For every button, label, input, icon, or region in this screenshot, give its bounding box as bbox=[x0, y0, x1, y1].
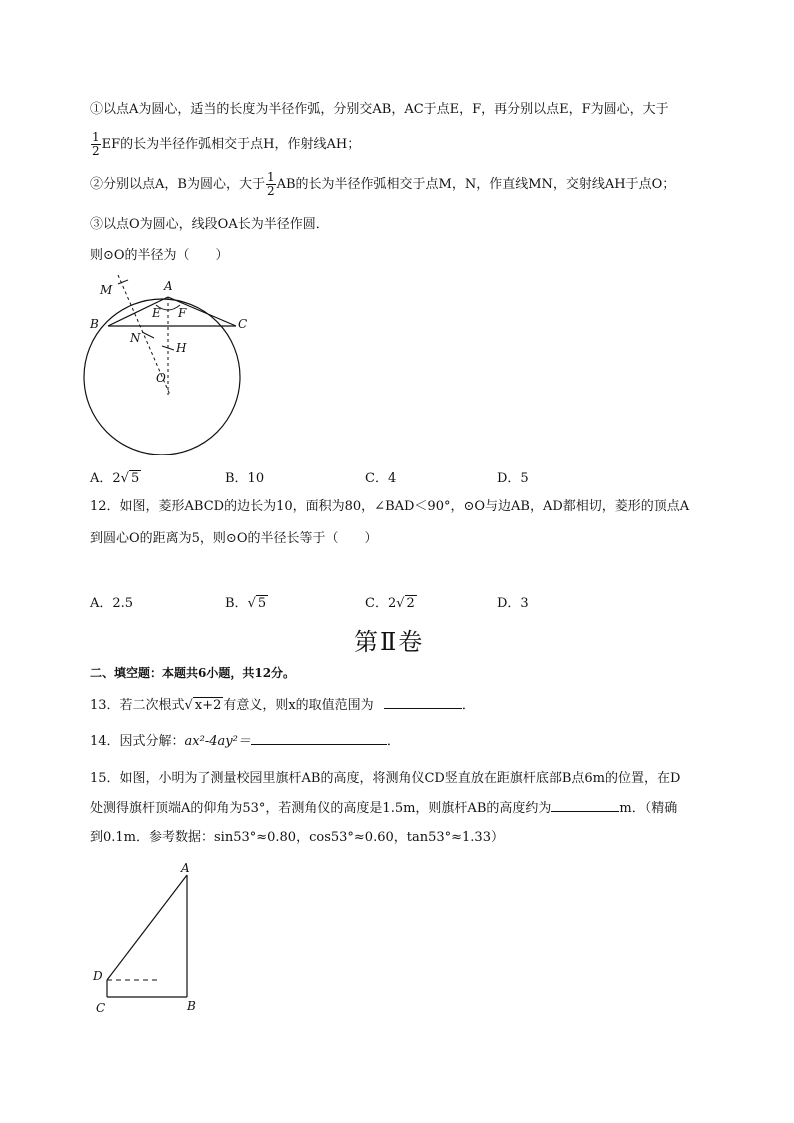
q11-step2-text-a: ②分别以点A，B为圆心，大于 bbox=[90, 177, 265, 192]
q11-step1-line2 bbox=[90, 130, 360, 160]
label-o: O bbox=[156, 371, 166, 385]
q11-step1-line1 bbox=[90, 101, 669, 119]
sight-line-da bbox=[107, 875, 187, 980]
label-e: E bbox=[152, 306, 161, 320]
q12-option-c[interactable]: C．2√ 2 bbox=[365, 596, 415, 611]
fraction-one-half-2: $\frac{1}{2}$ bbox=[266, 170, 275, 198]
q11-step3-line: ③以点O为圆心，线段OA长为半径作圆． bbox=[90, 217, 329, 232]
label-f: F bbox=[178, 306, 187, 320]
label-a: A bbox=[164, 279, 173, 293]
label-c: C bbox=[96, 1001, 106, 1015]
q11-question: 则⊙O的半径为（ ） bbox=[90, 248, 229, 263]
label-b: B bbox=[90, 317, 99, 331]
q15-line2: 处测得旗杆顶端A的仰角为53°，若测角仪的高度是1.5m，则旗杆AB的高度约为 m．（精确 bbox=[90, 801, 678, 816]
q12-option-b[interactable]: B．√ 5 bbox=[225, 596, 267, 611]
q12-option-d[interactable]: D．3 bbox=[497, 596, 529, 611]
label-h: H bbox=[176, 341, 187, 355]
q11-step2-text-b: AB的长为半径作弧相交于点M，N，作直线MN，交射线AH于点O； bbox=[276, 177, 676, 192]
q12-option-a[interactable]: A．2.5 bbox=[90, 596, 134, 611]
q11-option-b[interactable]: B．10 bbox=[225, 471, 265, 486]
sqrt-symbol: √ 5 bbox=[120, 471, 140, 486]
label-c: C bbox=[238, 317, 248, 331]
label-d: D bbox=[93, 969, 103, 983]
sqrt-symbol: √ 2 bbox=[396, 596, 415, 611]
label-a: A bbox=[181, 861, 190, 875]
q15-answer-blank[interactable] bbox=[551, 799, 619, 812]
fraction-one-half: $\frac{1}{2}$ bbox=[92, 130, 100, 158]
section-title: 第Ⅱ卷 bbox=[354, 628, 425, 656]
q15-line3: 到0.1m．参考数据：sin53°≈0.80，cos53°≈0.60，tan53°≈1.33） bbox=[90, 830, 504, 845]
q11-option-d[interactable]: D．5 bbox=[497, 471, 529, 486]
q12-line1: 12．如图，菱形ABCD的边长为10，面积为80，∠BAD＜90°，⊙O与边AB，AD都相切，菱形的顶点A bbox=[90, 499, 690, 514]
q15-line1: 15．如图，小明为了测量校园里旗杆AB的高度，将测角仪CD竖直放在距旗杆底部B点6m的位置，在D bbox=[90, 771, 681, 786]
arc-mark-n bbox=[142, 332, 154, 338]
sqrt-symbol: √ 5 bbox=[247, 596, 267, 611]
q13-answer-blank[interactable] bbox=[384, 696, 462, 709]
label-n: N bbox=[130, 331, 141, 345]
label-m: M bbox=[100, 283, 113, 297]
q14-line: 14．因式分解：ax²-4ay²＝ ． bbox=[90, 734, 400, 749]
q11-step1-text-b: EF的长为半径作弧相交于点H，作射线AH； bbox=[101, 137, 361, 152]
q14-answer-blank[interactable] bbox=[251, 732, 387, 745]
q11-option-a[interactable]: A．2√ 5 bbox=[90, 471, 140, 486]
q11-circle-figure bbox=[80, 270, 260, 455]
q11-step1-text-a: ①以点A为圆心，适当的长度为半径作弧，分别交AB，AC于点E，F，再分别以点E，F为圆心，大于 bbox=[90, 102, 669, 117]
q13-line: 13．若二次根式√ x+2 有意义，则x的取值范围为 ． bbox=[90, 698, 475, 713]
arc-mark-m bbox=[118, 280, 128, 284]
sqrt-symbol: √ x+2 bbox=[184, 698, 222, 713]
q12-line2: 到圆心O的距离为5，则⊙O的半径长等于（ ） bbox=[90, 531, 378, 546]
q11-option-c[interactable]: C．4 bbox=[365, 471, 397, 486]
q11-step2-line bbox=[90, 170, 675, 200]
q15-flagpole-figure bbox=[88, 858, 218, 1018]
part2-header: 二、填空题：本题共6小题，共12分。 bbox=[90, 666, 296, 680]
label-b: B bbox=[187, 999, 196, 1013]
